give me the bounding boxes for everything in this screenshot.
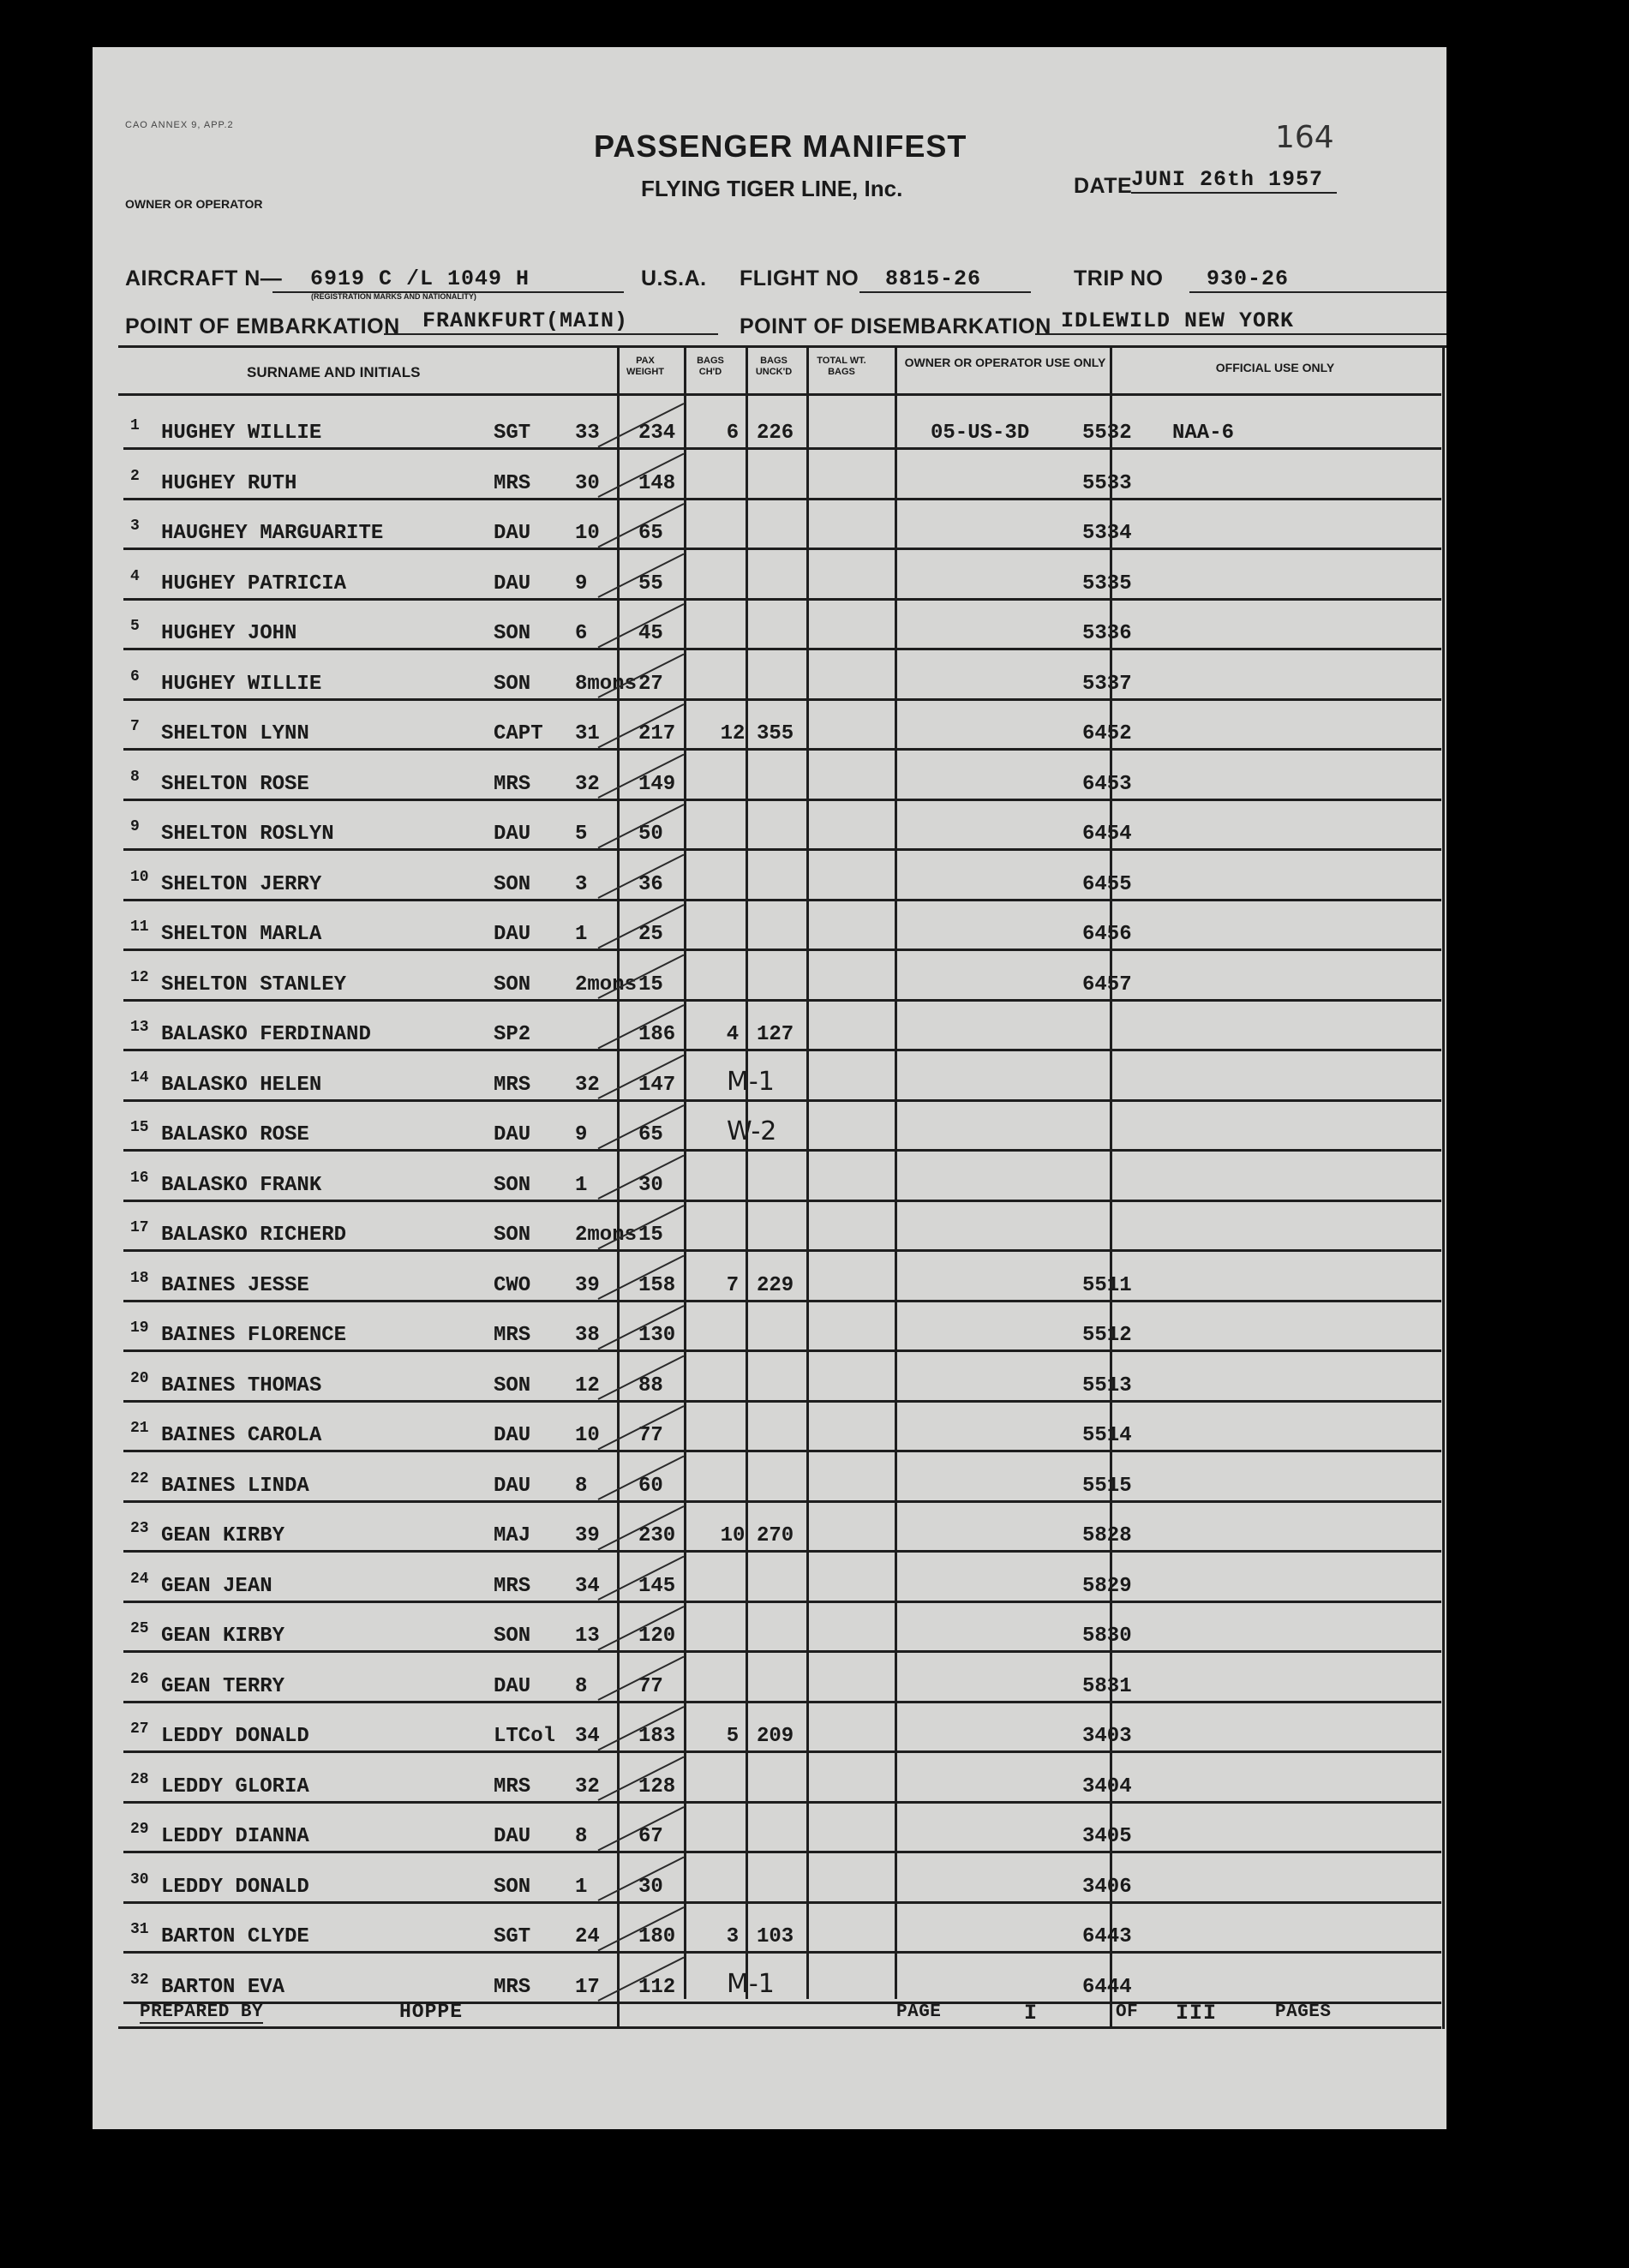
pax-weight: 149 <box>638 772 676 796</box>
owner-code: 05-US-3D <box>931 422 1030 445</box>
passenger-title: SON <box>494 1625 531 1648</box>
passenger-age: 32 <box>575 772 600 796</box>
passenger-name: BAINES FLORENCE <box>161 1324 347 1347</box>
passenger-name: BALASKO ROSE <box>161 1123 309 1146</box>
passenger-title: MRS <box>494 1774 531 1798</box>
passenger-name: HUGHEY PATRICIA <box>161 571 347 595</box>
aircraft-value: 6919 C /L 1049 H <box>272 266 624 293</box>
passenger-title: MRS <box>494 471 531 495</box>
row-number: 13 <box>130 1019 149 1036</box>
passenger-title: DAU <box>494 923 531 946</box>
row-number: 7 <box>130 718 140 735</box>
weight-tick-mark <box>598 955 684 999</box>
date-label: DATE <box>1074 174 1133 198</box>
pax-weight: 25 <box>638 923 663 946</box>
weight-tick-mark <box>598 1907 684 1951</box>
serial-number: 6453 <box>1082 772 1132 796</box>
weight-tick-mark <box>598 1306 684 1349</box>
passenger-age: 5 <box>575 823 588 846</box>
row-number: 27 <box>130 1720 149 1738</box>
pax-weight: 158 <box>638 1273 676 1297</box>
pax-weight: 112 <box>638 1975 676 1999</box>
passenger-title: MRS <box>494 1073 531 1097</box>
passenger-title: MRS <box>494 772 531 796</box>
passenger-name: HUGHEY WILLIE <box>161 672 322 696</box>
date-value: JUNI 26th 1957 <box>1131 167 1337 194</box>
passenger-age: 32 <box>575 1073 600 1097</box>
serial-number: 6443 <box>1082 1925 1132 1948</box>
weight-tick-mark <box>598 905 684 948</box>
passenger-age: 8mons <box>575 672 638 696</box>
passenger-name: SHELTON JERRY <box>161 872 322 896</box>
serial-number: 6452 <box>1082 722 1132 745</box>
pax-weight: 30 <box>638 1173 663 1197</box>
serial-number: 5830 <box>1082 1625 1132 1648</box>
passenger-age: 39 <box>575 1524 600 1547</box>
column-header-bags-checked: BAGS CH'D <box>697 356 724 377</box>
weight-tick-mark <box>598 554 684 598</box>
serial-number: 5513 <box>1082 1373 1132 1397</box>
bags-unchecked: 226 <box>757 422 794 445</box>
pax-weight: 67 <box>638 1825 663 1848</box>
weight-tick-mark <box>598 1206 684 1249</box>
passenger-age: 24 <box>575 1925 600 1948</box>
passenger-title: SON <box>494 1224 531 1247</box>
passenger-age: 33 <box>575 422 600 445</box>
pax-weight: 27 <box>638 672 663 696</box>
serial-number: 3405 <box>1082 1825 1132 1848</box>
row-number: 30 <box>130 1870 149 1888</box>
column-header-pax-weight: PAX WEIGHT <box>626 356 664 377</box>
row-number: 31 <box>130 1921 149 1938</box>
row-number: 20 <box>130 1369 149 1387</box>
pax-weight: 55 <box>638 571 663 595</box>
passenger-age: 30 <box>575 471 600 495</box>
passenger-name: BALASKO RICHERD <box>161 1224 347 1247</box>
passenger-name: BAINES LINDA <box>161 1474 309 1498</box>
trip-no-label: TRIP NO <box>1074 266 1164 290</box>
pax-weight: 45 <box>638 622 663 645</box>
flight-no-value: 8815-26 <box>859 266 1031 293</box>
pax-weight: 234 <box>638 422 676 445</box>
passenger-age: 12 <box>575 1373 600 1397</box>
serial-number: 5336 <box>1082 622 1132 645</box>
pax-weight: 128 <box>638 1774 676 1798</box>
passenger-title: MRS <box>494 1574 531 1598</box>
passenger-name: SHELTON ROSE <box>161 772 309 796</box>
passenger-age: 1 <box>575 1875 588 1899</box>
passenger-title: SGT <box>494 422 531 445</box>
weight-tick-mark <box>598 1657 684 1701</box>
passenger-title: DAU <box>494 1123 531 1146</box>
embarkation-label: POINT OF EMBARKATION <box>125 314 400 338</box>
row-number: 11 <box>130 919 149 936</box>
weight-tick-mark <box>598 404 684 447</box>
prepared-by-label: PREPARED BY <box>140 2002 264 2022</box>
passenger-name: HUGHEY JOHN <box>161 622 297 645</box>
passenger-name: GEAN KIRBY <box>161 1625 285 1648</box>
weight-tick-mark <box>598 1406 684 1450</box>
weight-tick-mark <box>598 1005 684 1049</box>
passenger-title: DAU <box>494 1424 531 1447</box>
row-number: 18 <box>130 1269 149 1287</box>
passenger-title: MAJ <box>494 1524 531 1547</box>
serial-number: 6444 <box>1082 1975 1132 1999</box>
serial-number: 5532 <box>1082 422 1132 445</box>
weight-tick-mark <box>598 1356 684 1400</box>
passenger-title: SP2 <box>494 1023 531 1046</box>
weight-tick-mark <box>598 855 684 899</box>
row-number: 26 <box>130 1670 149 1688</box>
bags-checked: M-1 <box>727 1968 775 1999</box>
pages-label: PAGES <box>1275 2002 1332 2022</box>
prepared-by-value: HOPPE <box>399 2001 464 2023</box>
pax-weight: 183 <box>638 1725 676 1748</box>
passenger-age: 9 <box>575 1123 588 1146</box>
serial-number: 5831 <box>1082 1674 1132 1698</box>
serial-number: 5337 <box>1082 672 1132 696</box>
weight-tick-mark <box>598 1156 684 1200</box>
passenger-age: 31 <box>575 722 600 745</box>
serial-number: 5335 <box>1082 571 1132 595</box>
nationality: U.S.A. <box>641 266 707 290</box>
pax-weight: 30 <box>638 1875 663 1899</box>
pax-weight: 147 <box>638 1073 676 1097</box>
passenger-age: 8 <box>575 1825 588 1848</box>
passenger-name: BALASKO FERDINAND <box>161 1023 371 1046</box>
bags-checked: W-2 <box>727 1116 777 1146</box>
disembarkation-value: IDLEWILD NEW YORK <box>1035 308 1446 335</box>
bags-checked: 3 <box>726 1925 740 1948</box>
serial-number: 6457 <box>1082 972 1132 996</box>
embarkation-value: FRANKFURT(MAIN) <box>384 308 718 335</box>
pax-weight: 130 <box>638 1324 676 1347</box>
passenger-title: SON <box>494 1875 531 1899</box>
passenger-name: BALASKO FRANK <box>161 1173 322 1197</box>
weight-tick-mark <box>598 1707 684 1750</box>
row-number: 32 <box>130 1971 149 1989</box>
row-number: 23 <box>130 1520 149 1537</box>
passenger-age: 8 <box>575 1474 588 1498</box>
row-number: 9 <box>130 818 140 835</box>
row-number: 6 <box>130 667 140 685</box>
column-header-official-use: OFFICIAL USE ONLY <box>1215 361 1335 374</box>
row-number: 25 <box>130 1620 149 1637</box>
weight-tick-mark <box>598 1457 684 1500</box>
passenger-name: SHELTON MARLA <box>161 923 322 946</box>
passenger-title: MRS <box>494 1975 531 1999</box>
page-value: I <box>1024 2001 1039 2026</box>
passenger-age: 10 <box>575 1424 600 1447</box>
column-header-name: SURNAME AND INITIALS <box>247 364 421 380</box>
pax-weight: 50 <box>638 823 663 846</box>
bags-checked: 5 <box>726 1725 740 1748</box>
weight-tick-mark <box>598 655 684 698</box>
column-header-total-weight: TOTAL WT. BAGS <box>817 356 866 377</box>
passenger-title: DAU <box>494 1825 531 1848</box>
pax-weight: 65 <box>638 522 663 545</box>
trip-no-value: 930-26 <box>1189 266 1446 293</box>
pax-weight: 230 <box>638 1524 676 1547</box>
row-number: 22 <box>130 1469 149 1487</box>
passenger-name: GEAN TERRY <box>161 1674 285 1698</box>
row-number: 28 <box>130 1770 149 1788</box>
passenger-age: 1 <box>575 923 588 946</box>
registration-note: (REGISTRATION MARKS AND NATIONALITY) <box>311 292 476 301</box>
passenger-name: LEDDY GLORIA <box>161 1774 309 1798</box>
of-label: OF <box>1116 2002 1139 2022</box>
serial-number: 5828 <box>1082 1524 1132 1547</box>
passenger-title: SON <box>494 1373 531 1397</box>
passenger-title: DAU <box>494 571 531 595</box>
row-number: 4 <box>130 567 140 585</box>
passenger-name: GEAN JEAN <box>161 1574 272 1598</box>
column-header-bags-unchecked: BAGS UNCK'D <box>755 356 793 377</box>
weight-tick-mark <box>598 1858 684 1901</box>
serial-number: 6456 <box>1082 923 1132 946</box>
flight-no-label: FLIGHT NO <box>740 266 859 290</box>
bags-unchecked: 127 <box>757 1023 794 1046</box>
passenger-name: HUGHEY WILLIE <box>161 422 322 445</box>
bags-unchecked: 229 <box>757 1273 794 1297</box>
passenger-age: 9 <box>575 571 588 595</box>
passenger-age: 2mons <box>575 1224 638 1247</box>
passenger-name: BAINES CAROLA <box>161 1424 322 1447</box>
serial-number: 5514 <box>1082 1424 1132 1447</box>
passenger-name: LEDDY DONALD <box>161 1875 309 1899</box>
weight-tick-mark <box>598 1105 684 1149</box>
passenger-age: 34 <box>575 1725 600 1748</box>
page-label: PAGE <box>896 2002 942 2022</box>
owner-operator-label: OWNER OR OPERATOR <box>125 197 263 211</box>
serial-number: 5512 <box>1082 1324 1132 1347</box>
pax-weight: 145 <box>638 1574 676 1598</box>
weight-tick-mark <box>598 504 684 548</box>
row-number: 21 <box>130 1420 149 1437</box>
weight-tick-mark <box>598 1256 684 1300</box>
passenger-name: SHELTON LYNN <box>161 722 309 745</box>
pax-weight: 77 <box>638 1424 663 1447</box>
row-number: 16 <box>130 1169 149 1187</box>
column-header-owner-use: OWNER OR OPERATOR USE ONLY <box>904 356 1106 369</box>
pax-weight: 77 <box>638 1674 663 1698</box>
weight-tick-mark <box>598 1506 684 1550</box>
pax-weight: 120 <box>638 1625 676 1648</box>
pax-weight: 65 <box>638 1123 663 1146</box>
row-number: 3 <box>130 518 140 535</box>
pax-weight: 36 <box>638 872 663 896</box>
bags-checked: 12 <box>720 722 746 745</box>
passenger-name: SHELTON ROSLYN <box>161 823 334 846</box>
passenger-age: 39 <box>575 1273 600 1297</box>
row-number: 19 <box>130 1320 149 1337</box>
weight-tick-mark <box>598 1557 684 1601</box>
aircraft-label: AIRCRAFT N— <box>125 266 283 290</box>
serial-number: 5334 <box>1082 522 1132 545</box>
passenger-title: DAU <box>494 1474 531 1498</box>
weight-tick-mark <box>598 1607 684 1650</box>
bags-checked: M-1 <box>727 1066 775 1097</box>
bags-checked: 6 <box>726 422 740 445</box>
serial-number: 3403 <box>1082 1725 1132 1748</box>
row-number: 2 <box>130 467 140 485</box>
weight-tick-mark <box>598 604 684 648</box>
passenger-age: 6 <box>575 622 588 645</box>
row-number: 12 <box>130 968 149 986</box>
of-value: III <box>1176 2001 1218 2026</box>
bags-unchecked: 209 <box>757 1725 794 1748</box>
row-number: 8 <box>130 768 140 786</box>
pax-weight: 88 <box>638 1373 663 1397</box>
serial-number: 5515 <box>1082 1474 1132 1498</box>
weight-tick-mark <box>598 755 684 799</box>
passenger-name: BAINES JESSE <box>161 1273 309 1297</box>
passenger-name: HAUGHEY MARGUARITE <box>161 522 384 545</box>
passenger-age: 13 <box>575 1625 600 1648</box>
passenger-title: DAU <box>494 823 531 846</box>
passenger-name: HUGHEY RUTH <box>161 471 297 495</box>
passenger-age: 34 <box>575 1574 600 1598</box>
manifest-title: PASSENGER MANIFEST <box>594 129 967 164</box>
passenger-name: BARTON EVA <box>161 1975 285 1999</box>
pax-weight: 186 <box>638 1023 676 1046</box>
bags-checked: 10 <box>720 1524 746 1547</box>
row-number: 24 <box>130 1570 149 1588</box>
row-number: 17 <box>130 1219 149 1236</box>
pax-weight: 60 <box>638 1474 663 1498</box>
passenger-age: 8 <box>575 1674 588 1698</box>
weight-tick-mark <box>598 704 684 748</box>
passenger-name: GEAN KIRBY <box>161 1524 285 1547</box>
bags-checked: 4 <box>726 1023 740 1046</box>
row-number: 5 <box>130 618 140 635</box>
serial-number: 5533 <box>1082 471 1132 495</box>
passenger-age: 38 <box>575 1324 600 1347</box>
passenger-name: LEDDY DIANNA <box>161 1825 309 1848</box>
passenger-title: SON <box>494 622 531 645</box>
passenger-name: LEDDY DONALD <box>161 1725 309 1748</box>
weight-tick-mark <box>598 805 684 848</box>
passenger-title: SON <box>494 1173 531 1197</box>
passenger-title: SON <box>494 672 531 696</box>
bags-unchecked: 103 <box>757 1925 794 1948</box>
passenger-title: CAPT <box>494 722 543 745</box>
manifest-sheet <box>93 47 1446 2129</box>
passenger-age: 3 <box>575 872 588 896</box>
row-number: 15 <box>130 1119 149 1136</box>
serial-number: 5829 <box>1082 1574 1132 1598</box>
passenger-name: BALASKO HELEN <box>161 1073 322 1097</box>
row-number: 29 <box>130 1821 149 1838</box>
pax-weight: 15 <box>638 972 663 996</box>
footer-rule <box>118 2026 1441 2029</box>
pax-weight: 148 <box>638 471 676 495</box>
passenger-title: CWO <box>494 1273 531 1297</box>
passenger-name: SHELTON STANLEY <box>161 972 347 996</box>
weight-tick-mark <box>598 1807 684 1851</box>
serial-number: 6455 <box>1082 872 1132 896</box>
row-number: 1 <box>130 417 140 434</box>
passenger-title: DAU <box>494 522 531 545</box>
serial-number: 3404 <box>1082 1774 1132 1798</box>
passenger-age: 1 <box>575 1173 588 1197</box>
page-number-stamp: 164 <box>1275 120 1334 155</box>
passenger-title: SON <box>494 872 531 896</box>
company-name: FLYING TIGER LINE, Inc. <box>641 176 903 201</box>
serial-number: 5511 <box>1082 1273 1132 1297</box>
passenger-title: SGT <box>494 1925 531 1948</box>
weight-tick-mark <box>598 1958 684 2002</box>
pax-weight: 180 <box>638 1925 676 1948</box>
weight-tick-mark <box>598 1757 684 1801</box>
official-code: NAA-6 <box>1172 422 1235 445</box>
weight-tick-mark <box>598 1056 684 1099</box>
bags-checked: 7 <box>726 1273 740 1297</box>
serial-number: 3406 <box>1082 1875 1132 1899</box>
bags-unchecked: 270 <box>757 1524 794 1547</box>
passenger-name: BARTON CLYDE <box>161 1925 309 1948</box>
passenger-title: SON <box>494 972 531 996</box>
passenger-title: DAU <box>494 1674 531 1698</box>
form-reference: CAO ANNEX 9, APP.2 <box>125 120 234 130</box>
passenger-title: LTCol <box>494 1725 556 1748</box>
passenger-age: 32 <box>575 1774 600 1798</box>
row-number: 14 <box>130 1068 149 1086</box>
pax-weight: 15 <box>638 1224 663 1247</box>
passenger-name: BAINES THOMAS <box>161 1373 322 1397</box>
passenger-age: 17 <box>575 1975 600 1999</box>
serial-number: 6454 <box>1082 823 1132 846</box>
bags-unchecked: 355 <box>757 722 794 745</box>
pen-tick-marks <box>93 47 1446 2129</box>
passenger-title: MRS <box>494 1324 531 1347</box>
weight-tick-mark <box>598 454 684 498</box>
pax-weight: 217 <box>638 722 676 745</box>
disembarkation-label: POINT OF DISEMBARKATION <box>740 314 1051 338</box>
row-number: 10 <box>130 868 149 886</box>
passenger-age: 2mons <box>575 972 638 996</box>
passenger-age: 10 <box>575 522 600 545</box>
